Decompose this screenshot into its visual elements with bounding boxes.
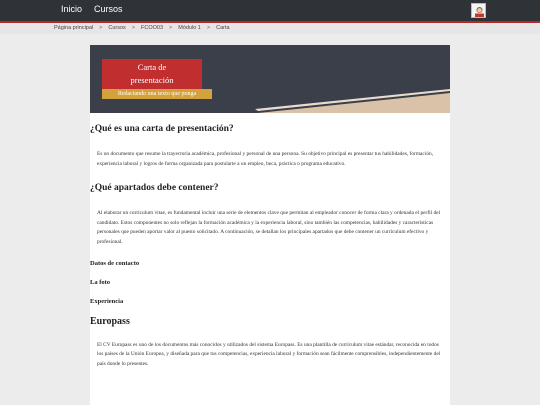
breadcrumb-separator-icon: > [99,25,103,31]
banner-title-line2: presentación [130,75,174,85]
section-text-what: Es un documento que resume la trayectoria académica, profesional y personal de una persona. Su objetivo principal es presentar tus habilidades, formación, experiencia laboral y logros de forma organizada para postularte a un empleo, beca, práctica o programa educativo. [97,151,434,167]
page-content [90,45,450,405]
breadcrumb-separator-icon: > [206,25,211,31]
breadcrumb-separator-icon: > [131,25,135,31]
nav-courses-link[interactable]: Cursos [94,4,123,14]
article-body [90,113,450,369]
breadcrumb-separator-icon: > [169,25,173,31]
section-text-parts: Al elaborar un currículum vitae, es fundamental incluir una serie de elementos clave que permitan al empleador conocer de forma clara y ordenada el perfil del candidato. Estos componentes no solo reflejan la formación académica y la experiencia laboral, sino también las competencias, habilidades y características personales que pueden aportar valor al puesto solicitado. A continuación, se detallan los principales apartados que debe contener un currículum efectivo y profesional. [97,210,441,245]
banner-title-line1: Carta de [137,62,167,72]
banner-title-box [102,59,202,90]
breadcrumb-module[interactable]: Módulo 1 [178,25,201,31]
subsection-experience: Experiencia [90,297,124,305]
breadcrumb [0,23,540,34]
section-title-what: ¿Qué es una carta de presentación? [90,124,234,134]
subsection-photo: La foto [90,278,111,286]
banner-subtitle: Redactando una texto que ponga [102,89,212,99]
section-title-europass: Europass [90,315,130,327]
section-title-parts: ¿Qué apartados debe contener? [90,183,219,194]
top-navbar [0,0,540,21]
nav-home-link[interactable]: Inicio [61,4,83,14]
subsection-contact: Datos de contacto [90,259,140,267]
user-avatar-icon[interactable] [471,3,486,18]
page-banner [90,45,450,113]
breadcrumb-courses[interactable]: Cursos [108,25,126,31]
breadcrumb-home[interactable]: Página principal [54,25,94,31]
breadcrumb-current: Carta [216,25,230,31]
section-text-europass: El CV Europass es uno de los documentos más conocidos y utilizados del sistema Europass. Es una plantilla de currículum vitae estándar, reconocida en todos los países de la Unión Europea, y diseñada para que tus competencias, experiencia laboral y formación sean fácilmente comprensibles, independientemente del país donde lo presentes. [97,341,441,367]
breadcrumb-course[interactable]: FCOO03 [141,25,164,31]
